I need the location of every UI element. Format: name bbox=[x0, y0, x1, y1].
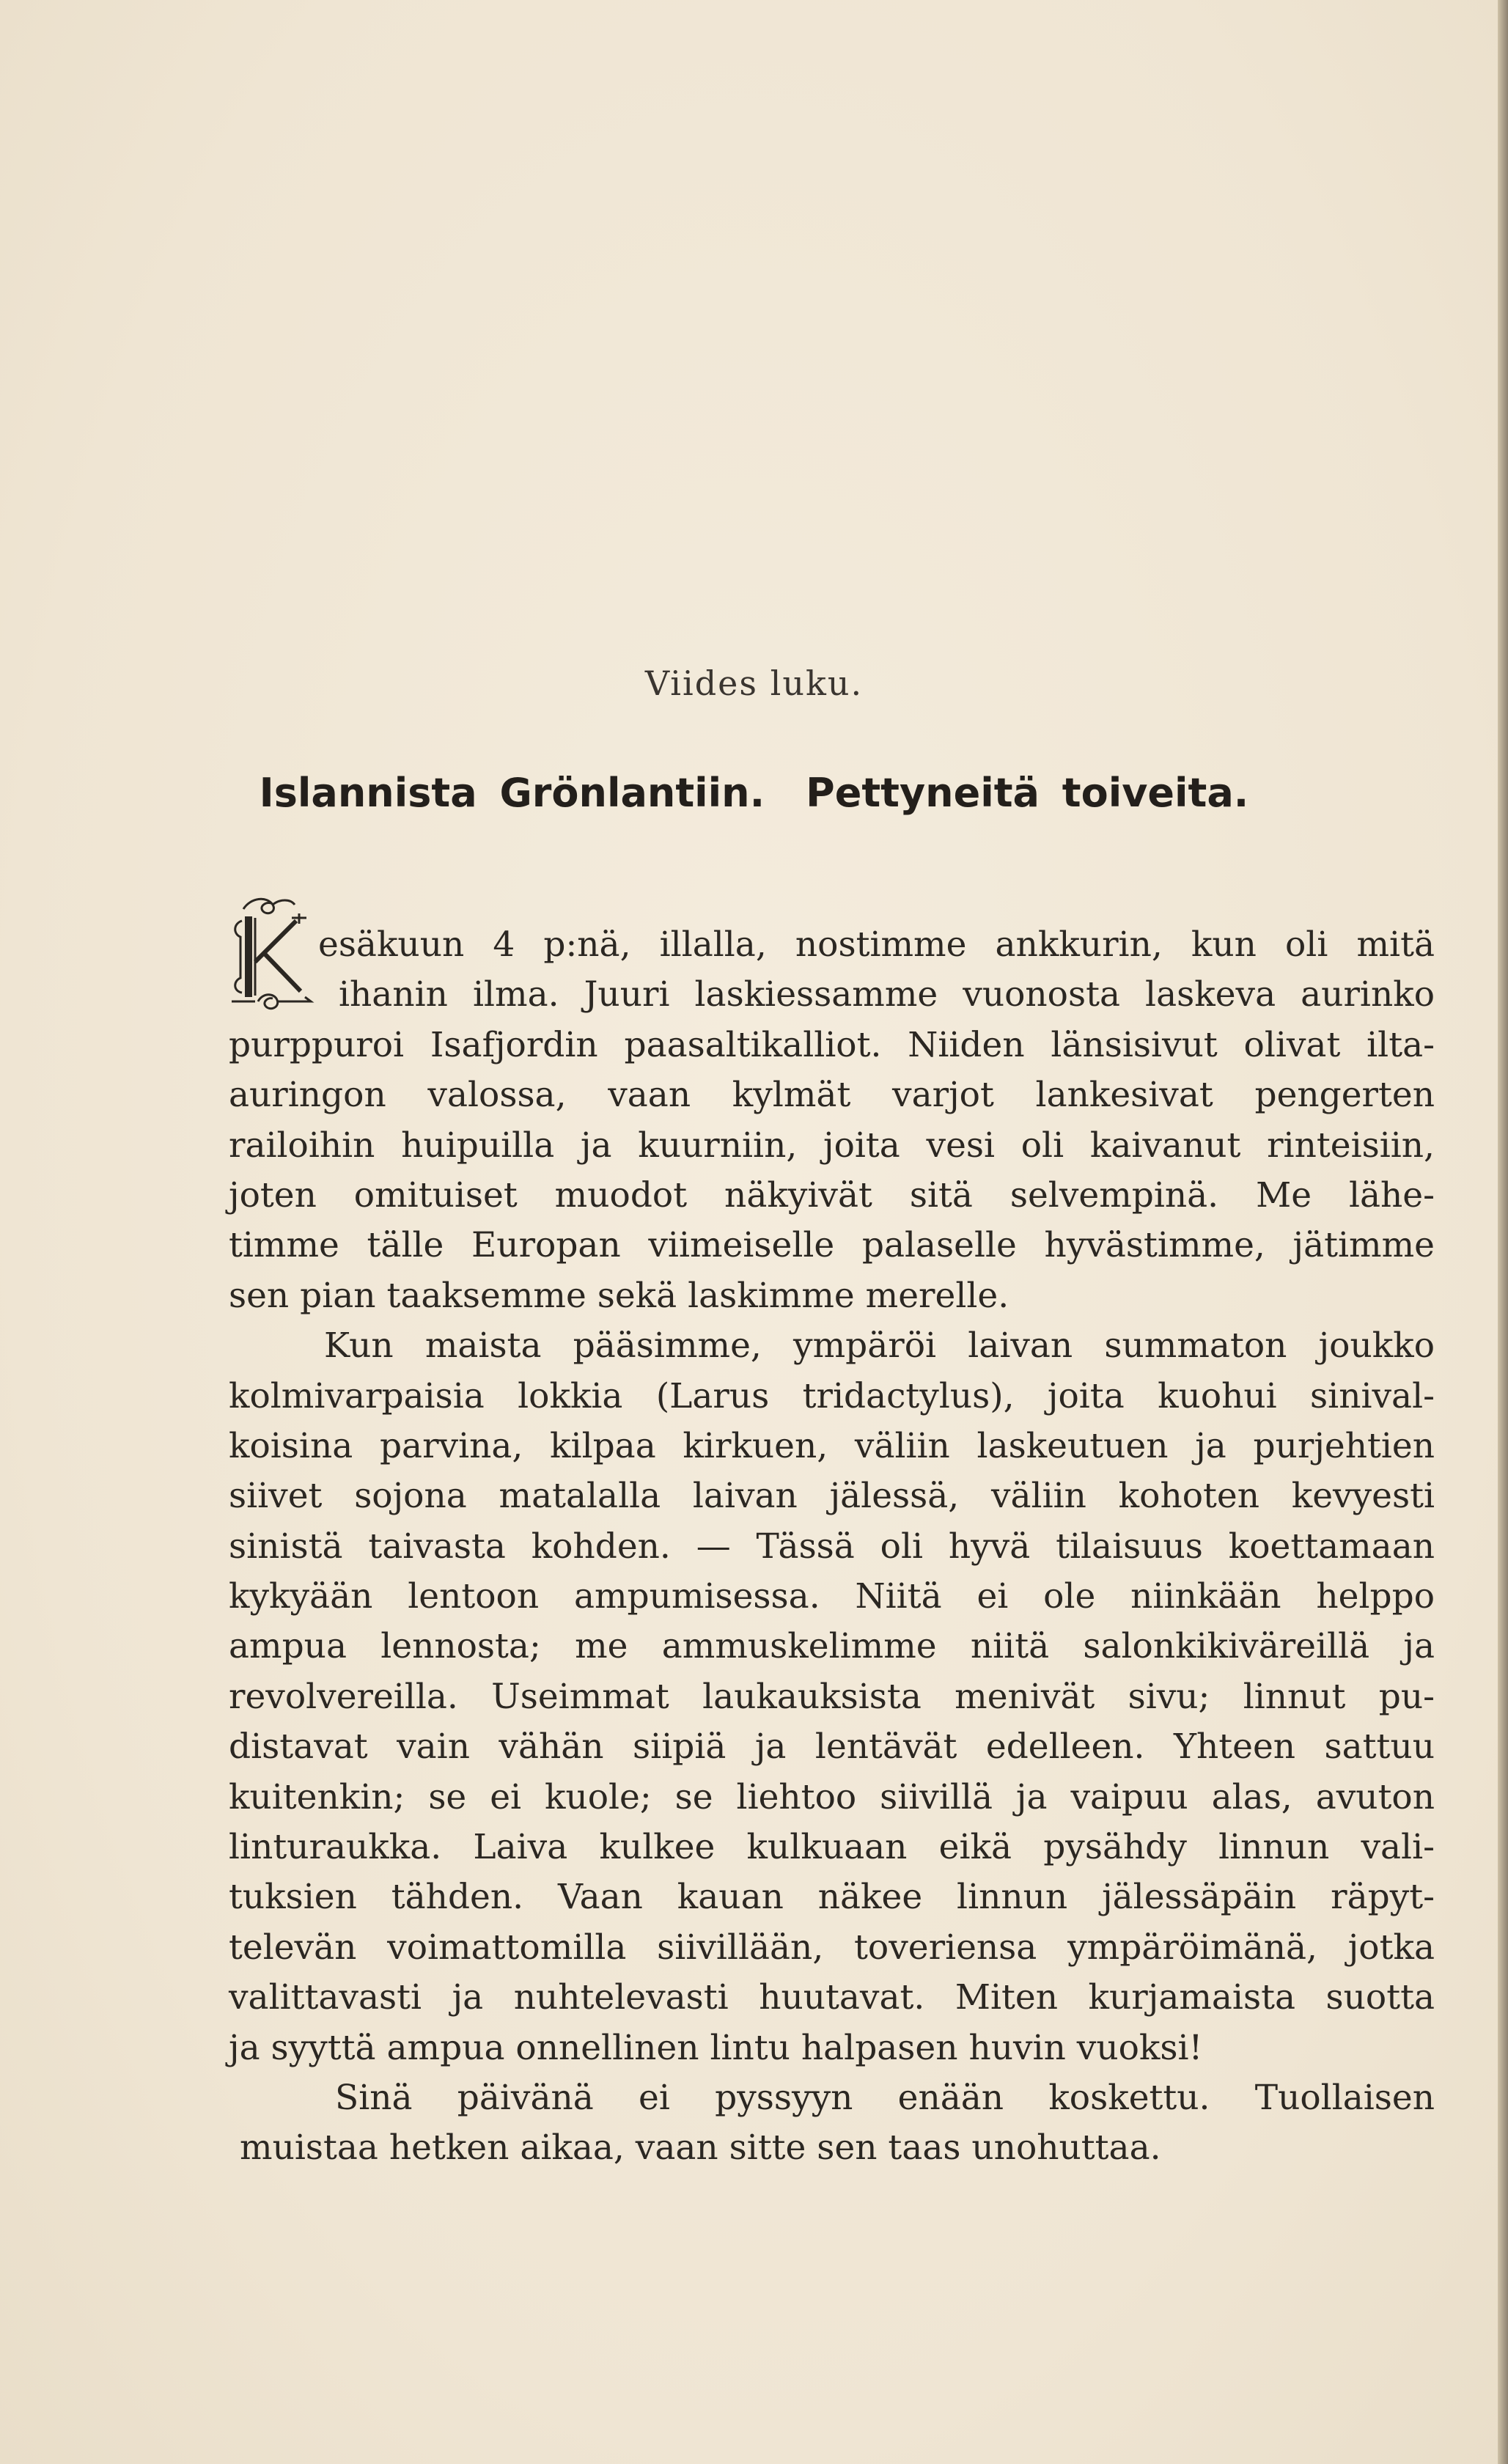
text-line: distavat vain vähän siipiä ja lentävät edelleen. Yhteen sattuu bbox=[229, 1726, 1435, 1768]
chapter-title-part1: Islannista Grönlantiin. bbox=[259, 770, 765, 816]
page-edge bbox=[1498, 0, 1508, 2464]
text-line: ja syyttä ampua onnellinen lintu halpasen huvin vuoksi! bbox=[229, 2027, 1203, 2068]
text-line: joten omituiset muodot näkyivät sitä selvempinä. Me lähe- bbox=[229, 1174, 1435, 1216]
text-line: valittavasti ja nuhtelevasti huutavat. Miten kurjamaista suotta bbox=[229, 1977, 1435, 2018]
text-line: revolvereilla. Useimmat laukauksista menivät sivu; linnut pu- bbox=[229, 1676, 1435, 1717]
text-line: sen pian taaksemme sekä laskimme merelle. bbox=[229, 1275, 1009, 1316]
chapter-label: Viides luku. bbox=[644, 663, 864, 703]
chapter-title-part2: Pettyneitä toiveita. bbox=[806, 770, 1249, 816]
text-line: televän voimattomilla siivillään, toveriensa ympäröimänä, jotka bbox=[229, 1927, 1435, 1968]
text-line: tuksien tähden. Vaan kauan näkee linnun jälessäpäin räpyt- bbox=[229, 1877, 1435, 1918]
text-line: timme tälle Europan viimeiselle palaselle hyvästimme, jätimme bbox=[229, 1225, 1435, 1266]
text-line: koisina parvina, kilpaa kirkuen, väliin laskeutuen ja purjehtien bbox=[229, 1425, 1435, 1466]
body-text bbox=[229, 920, 1435, 2174]
text-line: ihanin ilma. Juuri laskiessamme vuonosta laskeva aurinko bbox=[339, 974, 1435, 1015]
text-line: linturaukka. Laiva kulkee kulkuaan eikä pysähdy linnun vali- bbox=[229, 1827, 1435, 1868]
text-line: purppuroi Isafjordin paasaltikalliot. Niiden länsisivut olivat ilta- bbox=[229, 1024, 1435, 1065]
text-line: Sinä päivänä ei pyssyyn enään koskettu. Tuollaisen bbox=[335, 2077, 1435, 2118]
chapter-title bbox=[0, 770, 1508, 816]
text-line: ampua lennosta; me ammuskelimme niitä salonkikiväreillä ja bbox=[229, 1626, 1435, 1667]
text-line: siivet sojona matalalla laivan jälessä, väliin kohoten kevyesti bbox=[229, 1476, 1435, 1517]
text-line: auringon valossa, vaan kylmät varjot lankesivat pengerten bbox=[229, 1075, 1435, 1116]
text-line: railoihin huipuilla ja kuurniin, joita vesi oli kaivanut rinteisiin, bbox=[229, 1125, 1435, 1166]
text-line: muistaa hetken aikaa, vaan sitte sen taas unohuttaa. bbox=[240, 2128, 1161, 2169]
text-line: sinistä taivasta kohden. — Tässä oli hyvä tilaisuus koettamaan bbox=[229, 1526, 1435, 1567]
text-line: kuitenkin; se ei kuole; se liehtoo siivillä ja vaipuu alas, avuton bbox=[229, 1776, 1435, 1817]
text-line: esäkuun 4 p:nä, illalla, nostimme ankkurin, kun oli mitä bbox=[318, 924, 1435, 965]
text-line: kykyään lentoon ampumisessa. Niitä ei ole niinkään helppo bbox=[229, 1576, 1435, 1617]
text-line: kolmivarpaisia lokkia (Larus tridactylus), joita kuohui sinival- bbox=[229, 1375, 1435, 1416]
text-line: Kun maista pääsimme, ympäröi laivan summaton joukko bbox=[324, 1325, 1435, 1367]
